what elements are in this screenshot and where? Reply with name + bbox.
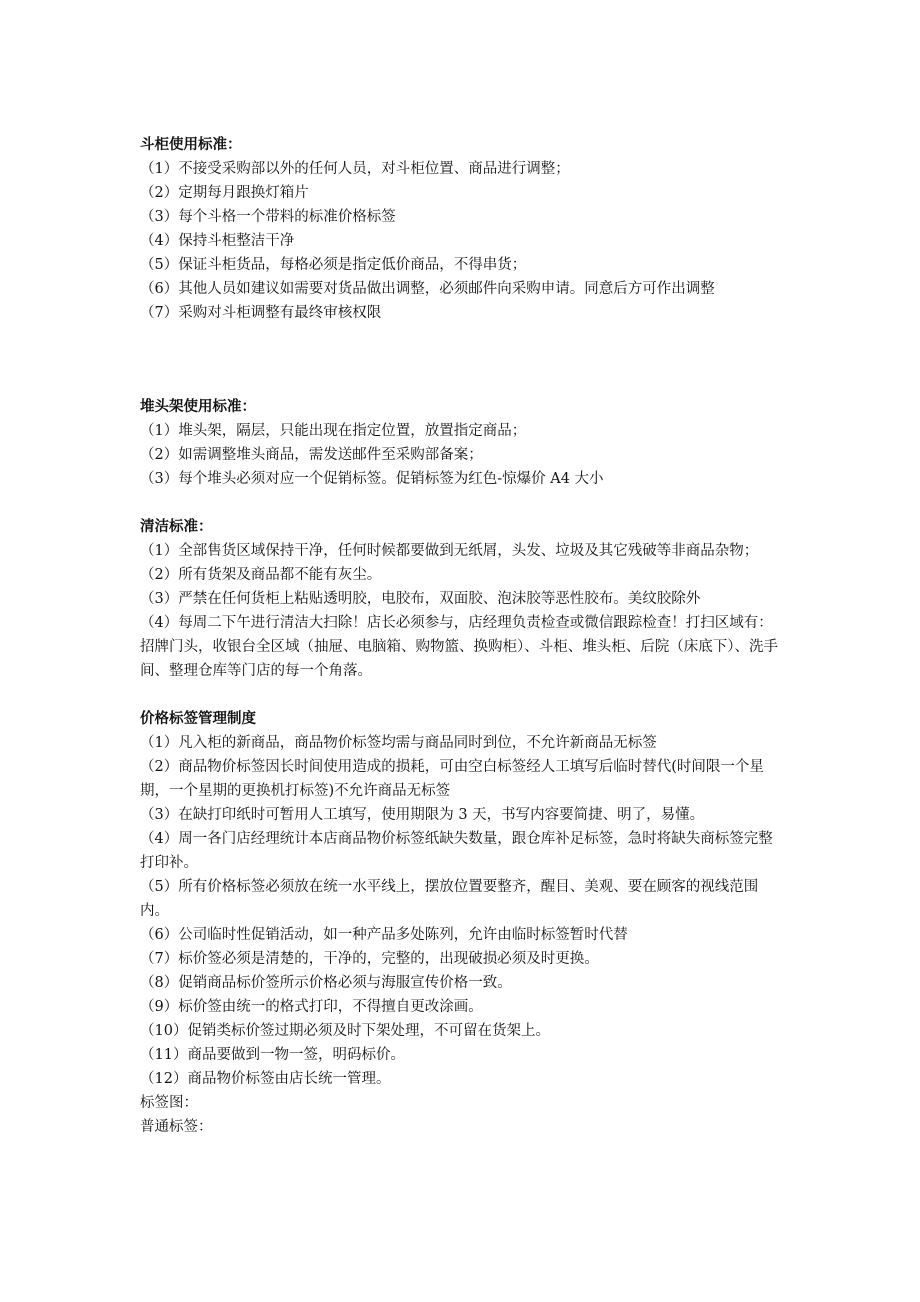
section-endcap xyxy=(140,395,786,491)
list-item: （9）标价签由统一的格式打印，不得擅自更改涂画。 xyxy=(140,999,483,1015)
list-item: （1）堆头架，隔层，只能出现在指定位置，放置指定商品； xyxy=(140,423,527,439)
list-item: （5）所有价格标签必须放在统一水平线上，摆放位置要整齐，醒目、美观、要在顾客的视线范围内。 xyxy=(140,879,759,919)
tag-figure-label: 标签图： xyxy=(140,1095,198,1111)
list-item: （4）保持斗柜整洁干净 xyxy=(140,233,295,249)
list-item: （1）不接受采购部以外的任何人员，对斗柜位置、商品进行调整； xyxy=(140,161,570,177)
list-item: （1）全部售货区域保持干净，任何时候都要做到无纸屑，头发、垃圾及其它残破等非商品杂物； xyxy=(140,543,759,559)
section-title: 斗柜使用标准： xyxy=(140,137,242,153)
spacer xyxy=(140,491,786,515)
spacer xyxy=(140,325,786,395)
list-item: （10）促销类标价签过期必须及时下架处理，不可留在货架上。 xyxy=(140,1023,550,1039)
list-item: （11）商品要做到一物一签，明码标价。 xyxy=(140,1047,405,1063)
list-item: （3）在缺打印纸时可暂用人工填写，使用期限为 3 天，书写内容要简捷、明了，易懂。 xyxy=(140,807,705,823)
section-title: 堆头架使用标准： xyxy=(140,399,256,415)
list-item: （5）保证斗柜货品，每格必须是指定低价商品，不得串货； xyxy=(140,257,527,273)
section-title: 价格标签管理制度 xyxy=(140,711,256,727)
list-item: （2）商品物价标签因长时间使用造成的损耗，可由空白标签经人工填写后临时替代(时间限一个星期，一个星期的更换机打标签)不允许商品无标签 xyxy=(140,759,764,799)
list-item: （6）其他人员如建议如需要对货品做出调整，必须邮件向采购申请。同意后方可作出调整 xyxy=(140,281,715,297)
list-item: （3）严禁在任何货柜上粘贴透明胶，电胶布，双面胶、泡沫胶等恶性胶布。美纹胶除外 xyxy=(140,591,701,607)
spacer xyxy=(140,683,786,707)
list-item: （4）周一各门店经理统计本店商品物价标签纸缺失数量，跟仓库补足标签，急时将缺失商标签完整打印补。 xyxy=(140,831,773,871)
section-pricetag xyxy=(140,707,786,1139)
list-item: （8）促销商品标价签所示价格必须与海服宣传价格一致。 xyxy=(140,975,512,991)
list-item: （2）所有货架及商品都不能有灰尘。 xyxy=(140,567,382,583)
list-item: （4）每周二下午进行清洁大扫除！店长必须参与，店经理负责检查或微信跟踪检查！打扫区域有：招牌门头，收银台全区域（抽屉、电脑箱、购物篮、换购柜）、斗柜、堆头柜、后院（床底下）、洗手间、整理仓库等门店的每一个角落。 xyxy=(140,615,778,679)
list-item: （2）如需调整堆头商品，需发送邮件至采购部备案； xyxy=(140,447,483,463)
list-item: （1）凡入柜的新商品，商品物价标签均需与商品同时到位，不允许新商品无标签 xyxy=(140,735,657,751)
list-item: （6）公司临时性促销活动，如一种产品多处陈列，允许由临时标签暂时代替 xyxy=(140,927,628,943)
list-item: （2）定期每月跟换灯箱片 xyxy=(140,185,309,201)
section-cleaning xyxy=(140,515,786,683)
section-title: 清洁标准： xyxy=(140,519,213,535)
list-item: （7）标价签必须是清楚的，干净的，完整的，出现破损必须及时更换。 xyxy=(140,951,599,967)
normal-tag-label: 普通标签： xyxy=(140,1119,213,1135)
list-item: （3）每个斗格一个带料的标准价格标签 xyxy=(140,209,396,225)
section-doucabinet xyxy=(140,133,786,325)
list-item: （3）每个堆头必须对应一个促销标签。促销标签为红色-惊爆价 A4 大小 xyxy=(140,471,604,487)
document-page xyxy=(140,133,786,1139)
list-item: （7）采购对斗柜调整有最终审核权限 xyxy=(140,305,382,321)
list-item: （12）商品物价标签由店长统一管理。 xyxy=(140,1071,391,1087)
